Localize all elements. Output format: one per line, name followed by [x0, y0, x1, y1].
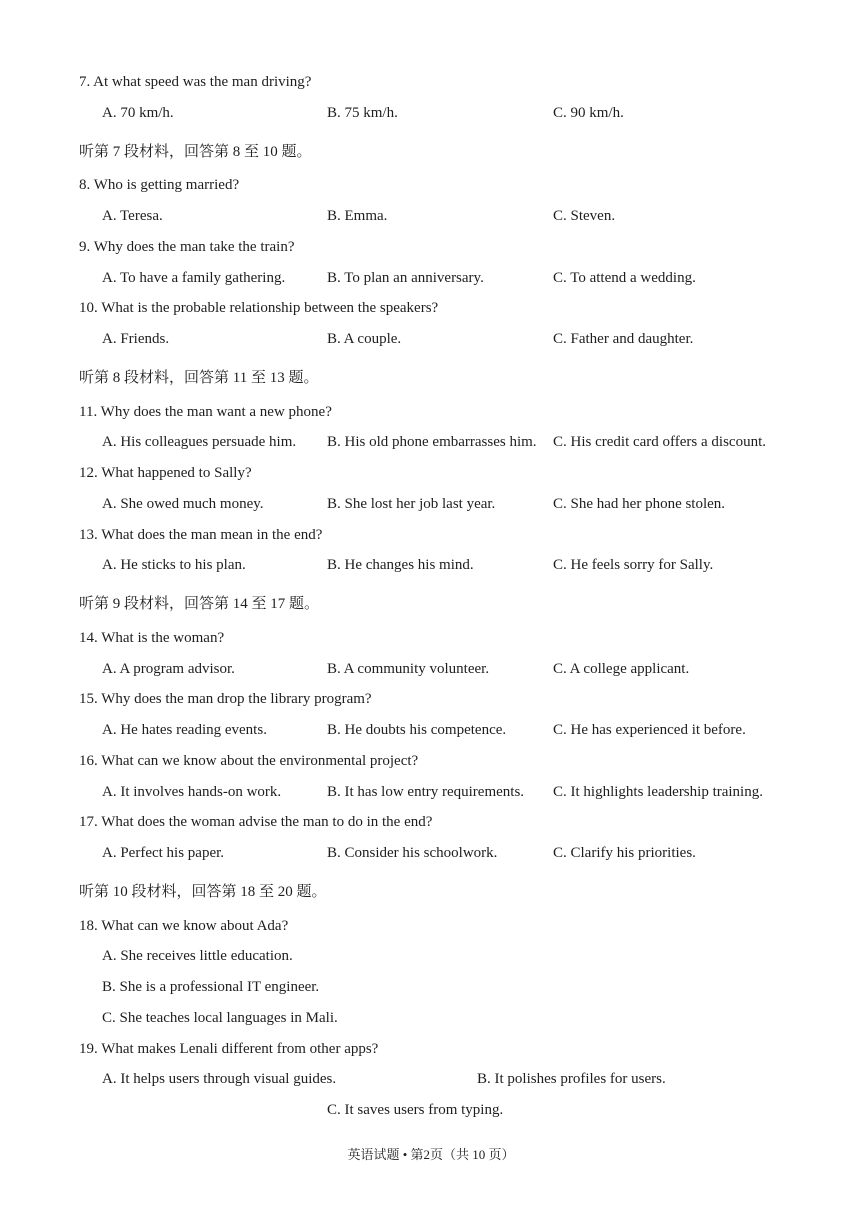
question-17-option-c: C. Clarify his priorities. [553, 845, 696, 861]
direction-passage-8: 听第 8 段材料，回答第 11 至 13 题。 [79, 369, 319, 386]
question-11-option-c: C. His credit card offers a discount. [553, 434, 766, 451]
question-11-option-a: A. His colleagues persuade him. [102, 434, 297, 451]
question-12-option-c: C. She had her phone stolen. [553, 495, 726, 512]
question-8-stem: 8. Who is getting married? [79, 177, 240, 194]
question-16-stem: 16. What can we know about the environmental project? [79, 752, 419, 769]
question-10-options [79, 324, 839, 355]
question-16-option-b: B. It has low entry requirements. [327, 783, 525, 800]
question-19-option-a: A. It helps users through visual guides. [102, 1071, 337, 1088]
question-12-options [79, 489, 839, 520]
question-18-option-b: B. She is a professional IT engineer. [102, 979, 320, 995]
question-18-option-a: A. She receives little education. [102, 948, 293, 965]
page-footer: 英语试题 • 第2页（共 10 页） [347, 1147, 515, 1162]
direction-passage-7: 听第 7 段材料，回答第 8 至 10 题。 [79, 143, 312, 160]
question-17-stem: 17. What does the woman advise the man to do in the end? [79, 814, 433, 831]
question-7-option-b: B. 75 km/h. [327, 104, 398, 121]
question-9-options [79, 263, 839, 294]
question-7-option-c: C. 90 km/h. [553, 104, 624, 121]
question-14-option-c: C. A college applicant. [553, 660, 690, 677]
question-8-option-a: A. Teresa. [102, 208, 163, 224]
question-12-stem: 12. What happened to Sally? [79, 465, 252, 481]
question-13-option-b: B. He changes his mind. [327, 557, 474, 574]
question-11-option-b: B. His old phone embarrasses him. [327, 434, 537, 451]
question-9-stem: 9. Why does the man take the train? [79, 238, 295, 255]
question-14-option-b: B. A community volunteer. [327, 660, 490, 677]
question-18-stem: 18. What can we know about Ada? [79, 917, 289, 934]
direction-passage-9: 听第 9 段材料，回答第 14 至 17 题。 [79, 596, 320, 612]
question-8-option-b: B. Emma. [327, 208, 388, 224]
question-10-option-b: B. A couple. [327, 331, 402, 347]
question-13-options [79, 550, 839, 581]
question-15-option-a: A. He hates reading events. [102, 722, 267, 738]
question-15-stem: 15. Why does the man drop the library program? [79, 691, 372, 708]
question-10-option-c: C. Father and daughter. [553, 331, 694, 347]
question-19-option-b: B. It polishes profiles for users. [477, 1071, 666, 1088]
question-19-options-row-2 [79, 1095, 839, 1126]
question-14-option-a: A. A program advisor. [102, 660, 235, 677]
question-11-options [79, 427, 839, 458]
question-9-option-a: A. To have a family gathering. [102, 269, 286, 286]
question-8-option-c: C. Steven. [553, 208, 616, 224]
question-12-option-b: B. She lost her job last year. [327, 495, 496, 512]
question-8-options [79, 201, 839, 232]
question-13-stem: 13. What does the man mean in the end? [79, 526, 323, 543]
question-9-option-c: C. To attend a wedding. [553, 269, 696, 286]
question-10-stem: 10. What is the probable relationship between the speakers? [79, 300, 439, 317]
question-13-option-c: C. He feels sorry for Sally. [553, 557, 714, 574]
direction-passage-10: 听第 10 段材料，回答第 18 至 20 题。 [79, 883, 327, 900]
question-15-options [79, 715, 839, 746]
question-15-option-c: C. He has experienced it before. [553, 722, 746, 738]
question-19-stem: 19. What makes Lenali different from other apps? [79, 1040, 379, 1057]
question-16-option-a: A. It involves hands-on work. [102, 783, 282, 800]
question-7-stem: 7. At what speed was the man driving? [79, 74, 312, 90]
question-19-option-c: C. It saves users from typing. [327, 1102, 504, 1118]
question-9-option-b: B. To plan an anniversary. [327, 269, 484, 286]
question-16-options [79, 777, 839, 808]
question-13-option-a: A. He sticks to his plan. [102, 557, 246, 574]
question-14-stem: 14. What is the woman? [79, 629, 225, 646]
question-17-options [79, 838, 839, 869]
question-15-option-b: B. He doubts his competence. [327, 722, 507, 738]
question-18-option-c: C. She teaches local languages in Mali. [102, 1009, 338, 1026]
question-10-option-a: A. Friends. [102, 331, 170, 347]
question-17-option-b: B. Consider his schoolwork. [327, 845, 498, 861]
question-17-option-a: A. Perfect his paper. [102, 845, 225, 861]
question-list [79, 67, 839, 1126]
question-14-options [79, 654, 839, 685]
question-19-options-row-1 [79, 1064, 839, 1095]
question-11-stem: 11. Why does the man want a new phone? [79, 403, 332, 420]
question-7-options [79, 98, 839, 129]
question-16-option-c: C. It highlights leadership training. [553, 783, 763, 800]
question-12-option-a: A. She owed much money. [102, 495, 264, 512]
question-7-option-a: A. 70 km/h. [102, 104, 174, 121]
